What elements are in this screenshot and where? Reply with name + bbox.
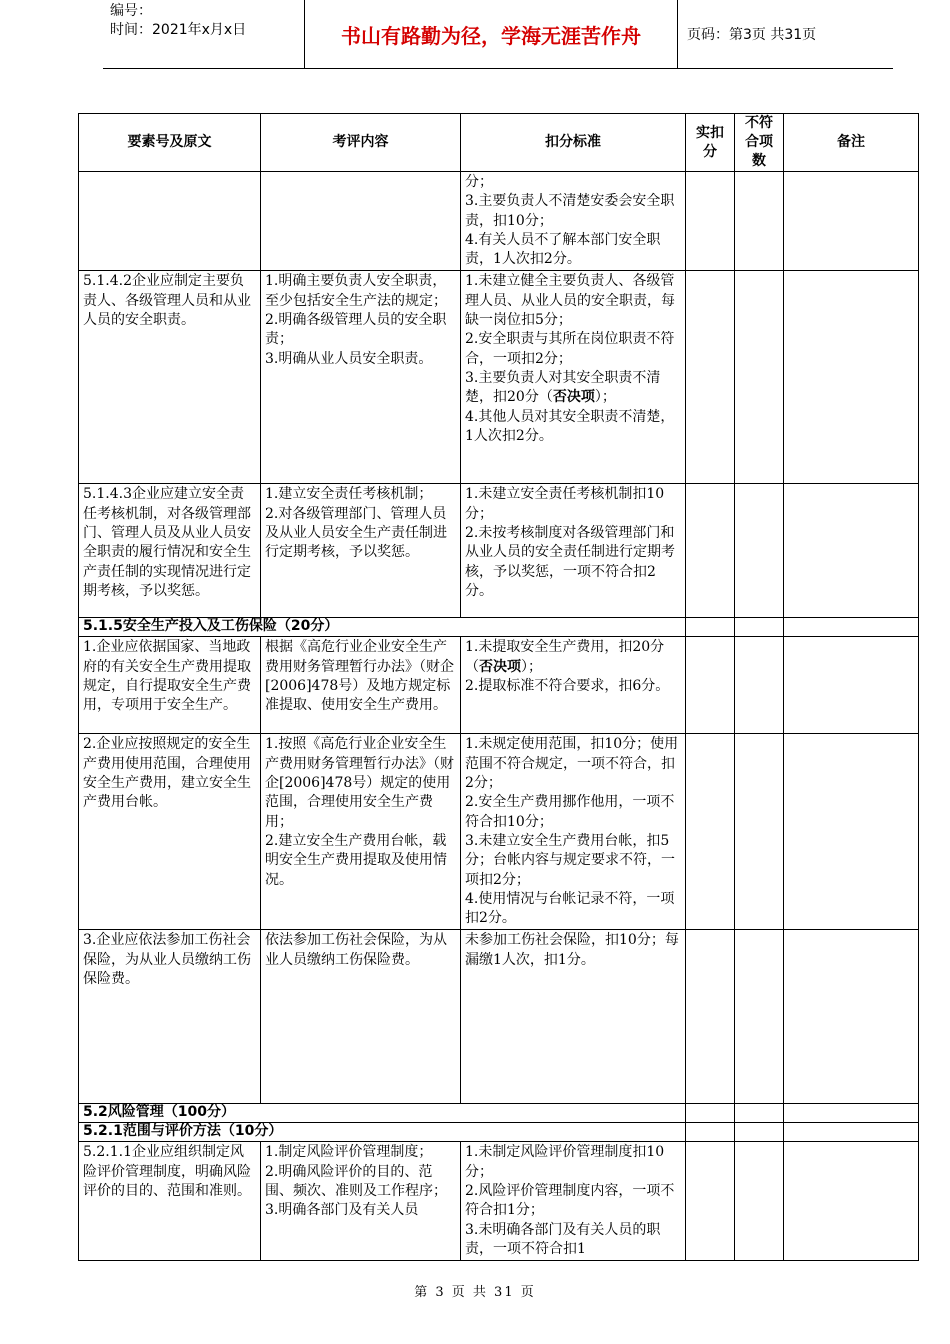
content-cell: 1.建立安全责任考核机制； 2.对各级管理部门、管理人员及从业人员安全生产责任制进行定期考核，予以奖惩。 bbox=[261, 484, 461, 618]
content-cell: 1.明确主要负责人安全职责，至少包括安全生产法的规定； 2.明确各级管理人员的安全职责； 3.明确从业人员安全职责。 bbox=[261, 271, 461, 484]
deducted-cell bbox=[686, 484, 735, 618]
remarks-cell bbox=[784, 271, 919, 484]
content-cell: 1.制定风险评价管理制度； 2.明确风险评价的目的、范围、频次、准则及工作程序； 3.明确各部门及有关人员 bbox=[261, 1142, 461, 1261]
col-header-remarks: 备注 bbox=[784, 114, 919, 172]
table-row bbox=[79, 271, 919, 484]
deducted-cell bbox=[686, 930, 735, 1104]
section-title: 5.1.5安全生产投入及工伤保险（20分） bbox=[79, 618, 686, 637]
page-footer: 第 3 页 共 31 页 bbox=[414, 1285, 536, 1300]
col-header-element: 要素号及原文 bbox=[79, 114, 261, 172]
noncompliant-cell bbox=[735, 271, 784, 484]
deducted-cell bbox=[686, 734, 735, 930]
section-row bbox=[79, 618, 919, 637]
content-cell: 根据《高危行业企业安全生产费用财务管理暂行办法》（财企[2006]478号）及地方规定标准提取、使用安全生产费用。 bbox=[261, 637, 461, 734]
header-divider bbox=[677, 0, 678, 68]
remarks-cell bbox=[784, 484, 919, 618]
content-cell: 依法参加工伤社会保险，为从业人员缴纳工伤保险费。 bbox=[261, 930, 461, 1104]
table-row bbox=[79, 172, 919, 271]
remarks-cell bbox=[784, 734, 919, 930]
element-cell: 5.2.1.1企业应组织制定风险评价管理制度，明确风险评价的目的、范围和准则。 bbox=[79, 1142, 261, 1261]
criteria-cell: 1.未建立健全主要负责人、各级管理人员、从业人员的安全职责，每缺一岗位扣5分； 2.安全职责与其所在岗位职责不符合，一项扣2分； 3.主要负责人对其安全职责不清楚，扣20分（否决项）； 4.其他人员对其安全职责不清楚，1人次扣2分。 bbox=[461, 271, 686, 484]
section-title: 5.2.1范围与评价方法（10分） bbox=[79, 1123, 686, 1142]
header-page-number: 页码：第3页 共31页 bbox=[687, 27, 817, 43]
assessment-table bbox=[78, 113, 919, 1261]
document-number-label: 编号： bbox=[110, 3, 152, 19]
deducted-cell bbox=[686, 172, 735, 271]
content-cell: 1.按照《高危行业企业安全生产费用财务管理暂行办法》（财企[2006]478号）规定的使用范围，合理使用安全生产费用； 2.建立安全生产费用台帐，载明安全生产费用提取及使用情况。 bbox=[261, 734, 461, 930]
criteria-cell: 分； 3.主要负责人不清楚安委会安全职责，扣10分； 4.有关人员不了解本部门安全职责，1人次扣2分。 bbox=[461, 172, 686, 271]
col-header-deducted: 实扣分 bbox=[686, 114, 735, 172]
element-cell: 5.1.4.2企业应制定主要负责人、各级管理人员和从业人员的安全职责。 bbox=[79, 271, 261, 484]
criteria-cell: 1.未提取安全生产费用，扣20分（否决项）； 2.提取标准不符合要求，扣6分。 bbox=[461, 637, 686, 734]
element-cell: 1.企业应依据国家、当地政府的有关安全生产费用提取规定，自行提取安全生产费用，专项用于安全生产。 bbox=[79, 637, 261, 734]
section-row bbox=[79, 1123, 919, 1142]
noncompliant-cell bbox=[735, 484, 784, 618]
criteria-cell: 1.未建立安全责任考核机制扣10分； 2.未按考核制度对各级管理部门和从业人员的安全责任制进行定期考核，予以奖惩，一项不符合扣2分。 bbox=[461, 484, 686, 618]
table-row bbox=[79, 930, 919, 1104]
col-header-content: 考评内容 bbox=[261, 114, 461, 172]
element-cell: 2.企业应按照规定的安全生产费用使用范围，合理使用安全生产费用，建立安全生产费用台帐。 bbox=[79, 734, 261, 930]
table-row bbox=[79, 484, 919, 618]
deducted-cell bbox=[686, 637, 735, 734]
col-header-noncompliant: 不符合项数 bbox=[735, 114, 784, 172]
content-cell bbox=[261, 172, 461, 271]
col-header-criteria: 扣分标准 bbox=[461, 114, 686, 172]
noncompliant-cell bbox=[735, 930, 784, 1104]
criteria-cell: 1.未规定使用范围，扣10分；使用范围不符合规定，一项不符合，扣2分； 2.安全生产费用挪作他用，一项不符合扣10分； 3.未建立安全生产费用台帐，扣5分；台帐内容与规定要求不符，一项扣2分； 4.使用情况与台帐记录不符，一项扣2分。 bbox=[461, 734, 686, 930]
element-cell: 5.1.4.3企业应建立安全责任考核机制，对各级管理部门、管理人员及从业人员安全职责的履行情况和安全生产责任制的实现情况进行定期考核，予以奖惩。 bbox=[79, 484, 261, 618]
deducted-cell bbox=[686, 271, 735, 484]
criteria-cell: 1.未制定风险评价管理制度扣10分； 2.风险评价管理制度内容，一项不符合扣1分； 3.未明确各部门及有关人员的职责，一项不符合扣1 bbox=[461, 1142, 686, 1261]
table-header-row bbox=[79, 114, 919, 172]
section-row bbox=[79, 1104, 919, 1123]
element-cell bbox=[79, 172, 261, 271]
section-title: 5.2风险管理（100分） bbox=[79, 1104, 686, 1123]
header-motto: 书山有路勤为径，学海无涯苦作舟 bbox=[341, 24, 641, 48]
noncompliant-cell bbox=[735, 172, 784, 271]
table-row bbox=[79, 734, 919, 930]
table-row bbox=[79, 1142, 919, 1261]
page-header bbox=[103, 0, 893, 69]
deducted-cell bbox=[686, 1142, 735, 1261]
veto-item-label: 否决项 bbox=[552, 389, 595, 406]
header-meta bbox=[110, 2, 246, 40]
remarks-cell bbox=[784, 930, 919, 1104]
table-row bbox=[79, 637, 919, 734]
remarks-cell bbox=[784, 1142, 919, 1261]
element-cell: 3.企业应依法参加工伤社会保险，为从业人员缴纳工伤保险费。 bbox=[79, 930, 261, 1104]
document-date-label: 时间：2021年x月x日 bbox=[110, 22, 247, 38]
noncompliant-cell bbox=[735, 1142, 784, 1261]
noncompliant-cell bbox=[735, 637, 784, 734]
criteria-cell: 未参加工伤社会保险，扣10分；每漏缴1人次，扣1分。 bbox=[461, 930, 686, 1104]
remarks-cell bbox=[784, 637, 919, 734]
veto-item-label: 否决项 bbox=[479, 658, 521, 675]
noncompliant-cell bbox=[735, 734, 784, 930]
remarks-cell bbox=[784, 172, 919, 271]
